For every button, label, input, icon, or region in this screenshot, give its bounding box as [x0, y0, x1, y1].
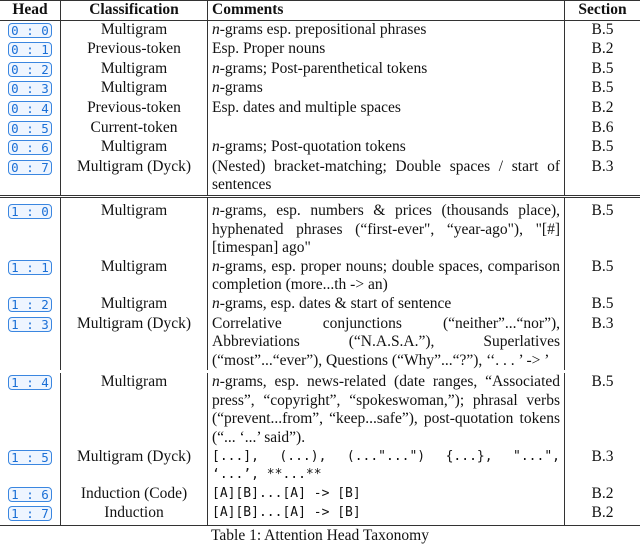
head-link[interactable]: 0 : 7 [8, 160, 52, 175]
section-cell: B.5 [565, 295, 640, 315]
comment-cell: n-grams, esp. dates & start of sentence [208, 295, 565, 315]
section-cell: B.5 [565, 373, 640, 447]
comment-cell: [A][B]...[A] -> [B] [208, 485, 565, 505]
head-link[interactable]: 0 : 0 [8, 23, 52, 38]
table-row [0, 79, 640, 99]
section-cell: B.6 [565, 119, 640, 139]
classification-cell: Multigram (Dyck) [61, 315, 208, 371]
classification-cell: Previous-token [61, 99, 208, 119]
comment-cell: n-grams esp. prepositional phrases [208, 20, 565, 40]
head-link[interactable]: 0 : 3 [8, 81, 52, 96]
head-link[interactable]: 1 : 7 [8, 506, 52, 521]
table-row [0, 99, 640, 119]
comment-cell: n-grams [208, 79, 565, 99]
section-cell: B.2 [565, 485, 640, 505]
header-comments: Comments [208, 1, 565, 21]
comment-cell: Esp. Proper nouns [208, 40, 565, 60]
classification-cell: Multigram [61, 373, 208, 447]
head-link[interactable]: 0 : 1 [8, 42, 52, 57]
section-cell: B.5 [565, 20, 640, 40]
comment-cell: n-grams, esp. numbers & prices (thousands place), hyphenated phrases (“first-ever", “year-ago"), "[#] [timespan] ago" [208, 202, 565, 258]
comment-cell: Correlative conjunctions (“neither”...“nor”), Abbreviations (“N.A.S.A.”), Superlatives (“most”...“ever”), Questions (“Why”...“?”), ‘‘. . . ’ -> ’ [208, 315, 565, 371]
head-link[interactable]: 0 : 4 [8, 101, 52, 116]
table-row [0, 295, 640, 315]
section-cell: B.5 [565, 79, 640, 99]
comment-cell: n-grams; Post-quotation tokens [208, 138, 565, 158]
section-cell: B.5 [565, 202, 640, 258]
comment-cell: n-grams; Post-parenthetical tokens [208, 60, 565, 80]
section-cell: B.2 [565, 99, 640, 119]
comment-cell: Esp. dates and multiple spaces [208, 99, 565, 119]
head-link[interactable]: 1 : 2 [8, 297, 52, 312]
table-row [0, 485, 640, 505]
table-row [0, 119, 640, 139]
head-link[interactable]: 1 : 6 [8, 487, 52, 502]
head-link[interactable]: 1 : 4 [8, 375, 52, 390]
head-link[interactable]: 0 : 5 [8, 121, 52, 136]
classification-cell: Multigram [61, 60, 208, 80]
classification-cell: Multigram [61, 20, 208, 40]
table-row [0, 504, 640, 525]
header-head: Head [0, 1, 61, 21]
table-row [0, 40, 640, 60]
section-cell: B.2 [565, 40, 640, 60]
table-caption: Table 1: Attention Head Taxonomy [0, 527, 640, 545]
classification-cell: Multigram [61, 79, 208, 99]
section-cell: B.5 [565, 138, 640, 158]
table-row [0, 158, 640, 197]
classification-cell: Multigram [61, 202, 208, 258]
table-row [0, 60, 640, 80]
classification-cell: Multigram (Dyck) [61, 448, 208, 485]
classification-cell: Previous-token [61, 40, 208, 60]
head-link[interactable]: 1 : 0 [8, 204, 52, 219]
table-row [0, 138, 640, 158]
header-section: Section [565, 1, 640, 21]
classification-cell: Multigram [61, 138, 208, 158]
comment-cell: (Nested) bracket-matching; Double spaces / start of sentences [208, 158, 565, 197]
head-link[interactable]: 1 : 1 [8, 260, 52, 275]
classification-cell: Multigram [61, 258, 208, 295]
classification-cell: Multigram (Dyck) [61, 158, 208, 197]
classification-cell: Current-token [61, 119, 208, 139]
classification-cell: Induction (Code) [61, 485, 208, 505]
head-link[interactable]: 0 : 2 [8, 62, 52, 77]
table-row [0, 315, 640, 371]
comment-cell: n-grams, esp. proper nouns; double spaces, comparison completion (more...th -> an) [208, 258, 565, 295]
header-row [0, 1, 640, 21]
comment-cell: [A][B]...[A] -> [B] [208, 504, 565, 525]
table-row [0, 20, 640, 40]
classification-cell: Multigram [61, 295, 208, 315]
section-cell: B.3 [565, 158, 640, 197]
table-row [0, 258, 640, 295]
head-link[interactable]: 0 : 6 [8, 140, 52, 155]
table-row [0, 448, 640, 485]
comment-cell [208, 119, 565, 139]
head-link[interactable]: 1 : 5 [8, 450, 52, 465]
head-link[interactable]: 1 : 3 [8, 317, 52, 332]
comment-cell: n-grams, esp. news-related (date ranges, “Associated press”, “copyright”, “spokeswoman,”); phrasal verbs (“prevent...from”, “keep...safe”), post-quotation tokens (“... ‘...’ said”). [208, 373, 565, 447]
comment-cell: [...], (...), (..."...") {...}, "...", ‘...’, **...** [208, 448, 565, 485]
section-cell: B.5 [565, 60, 640, 80]
section-cell: B.5 [565, 258, 640, 295]
table-row [0, 373, 640, 447]
section-cell: B.3 [565, 315, 640, 371]
header-classification: Classification [61, 1, 208, 21]
section-cell: B.2 [565, 504, 640, 525]
section-cell: B.3 [565, 448, 640, 485]
classification-cell: Induction [61, 504, 208, 525]
table-row [0, 202, 640, 258]
